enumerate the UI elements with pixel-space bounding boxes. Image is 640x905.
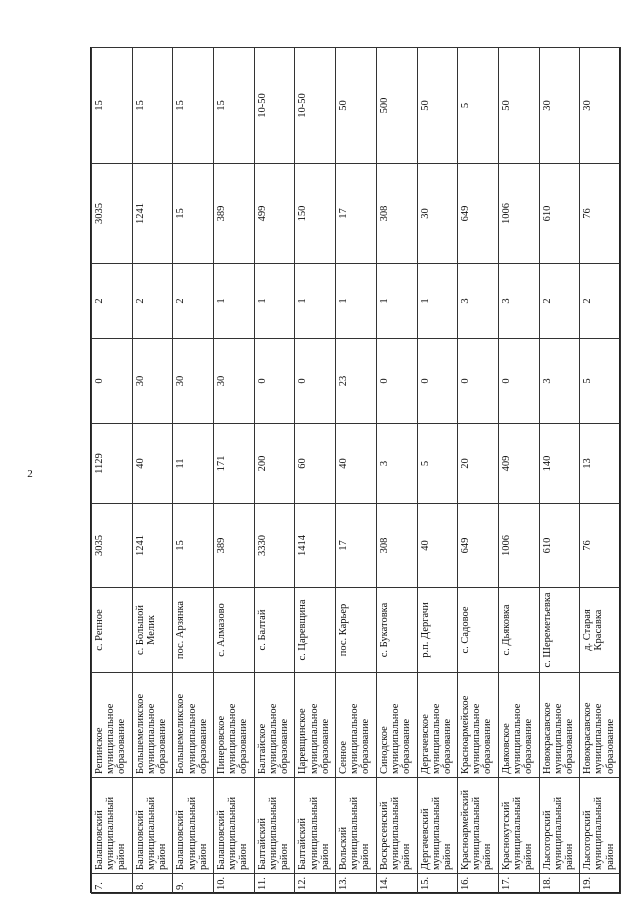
settlement-name: с. Большой Мелик (132, 588, 173, 673)
row-number: 9. (173, 874, 214, 894)
value-3: 0 (498, 339, 539, 424)
row-number: 8. (132, 874, 173, 894)
value-1: 308 (376, 504, 417, 588)
value-2: 3 (376, 424, 417, 504)
municipality-name: Репинское муниципальное образование (92, 673, 133, 778)
settlement-name: пос. Карьер (336, 588, 377, 673)
table-row (417, 48, 458, 894)
value-2: 1129 (92, 424, 133, 504)
row-number: 10. (214, 874, 255, 894)
table-row (498, 48, 539, 894)
row-number: 11. (254, 874, 295, 894)
settlement-name: с. Царевщина (295, 588, 336, 673)
district-name: Балашовский муниципальный район (132, 778, 173, 874)
value-5: 150 (295, 164, 336, 264)
value-4: 1 (295, 264, 336, 339)
value-4: 2 (580, 264, 621, 339)
municipality-name: Большемеликское муниципальное образование (132, 673, 173, 778)
settlement-name: с. Балтай (254, 588, 295, 673)
page-number: 2 (27, 468, 33, 480)
value-3: 0 (376, 339, 417, 424)
settlement-name: с. Дьяковка (498, 588, 539, 673)
table-row (214, 48, 255, 894)
value-2: 11 (173, 424, 214, 504)
value-3: 5 (580, 339, 621, 424)
settlement-name: р.п. Дергачи (417, 588, 458, 673)
district-name: Вольский муниципальный район (336, 778, 377, 874)
row-number: 16. (458, 874, 499, 894)
value-4: 1 (417, 264, 458, 339)
row-number: 13. (336, 874, 377, 894)
value-6: 10-50 (295, 48, 336, 164)
value-2: 13 (580, 424, 621, 504)
value-4: 2 (173, 264, 214, 339)
settlement-name: с. Алмазово (214, 588, 255, 673)
row-number: 15. (417, 874, 458, 894)
value-1: 3035 (92, 504, 133, 588)
value-1: 17 (336, 504, 377, 588)
table-row (539, 48, 580, 894)
row-number: 14. (376, 874, 417, 894)
table-row (295, 48, 336, 894)
value-4: 1 (214, 264, 255, 339)
row-number: 19. (580, 874, 621, 894)
value-2: 140 (539, 424, 580, 504)
value-3: 3 (539, 339, 580, 424)
table-row (458, 48, 499, 894)
value-6: 10-50 (254, 48, 295, 164)
value-2: 171 (214, 424, 255, 504)
value-3: 0 (458, 339, 499, 424)
value-1: 1241 (132, 504, 173, 588)
district-name: Красноармейский муниципальный район (458, 778, 499, 874)
value-1: 40 (417, 504, 458, 588)
settlements-table (91, 47, 621, 894)
value-4: 1 (376, 264, 417, 339)
district-name: Балашовский муниципальный район (92, 778, 133, 874)
value-4: 2 (92, 264, 133, 339)
value-1: 15 (173, 504, 214, 588)
value-6: 5 (458, 48, 499, 164)
row-number: 12. (295, 874, 336, 894)
municipality-name: Синодское муниципальное образование (376, 673, 417, 778)
value-5: 1241 (132, 164, 173, 264)
value-6: 50 (417, 48, 458, 164)
value-2: 409 (498, 424, 539, 504)
value-5: 389 (214, 164, 255, 264)
value-2: 40 (132, 424, 173, 504)
value-5: 610 (539, 164, 580, 264)
district-name: Балашовский муниципальный район (173, 778, 214, 874)
municipality-name: Новокрасавское муниципальное образование (539, 673, 580, 778)
value-2: 20 (458, 424, 499, 504)
settlement-name: с. Репное (92, 588, 133, 673)
rotated-table-wrapper (91, 48, 621, 894)
settlement-name: с. Шереметьевка (539, 588, 580, 673)
value-6: 500 (376, 48, 417, 164)
municipality-name: Дергачевское муниципальное образование (417, 673, 458, 778)
municipality-name: Сенное муниципальное образование (336, 673, 377, 778)
row-number: 17. (498, 874, 539, 894)
table-row (376, 48, 417, 894)
municipality-name: Новокрасавское муниципальное образование (580, 673, 621, 778)
district-name: Балашовский муниципальный район (214, 778, 255, 874)
value-6: 50 (498, 48, 539, 164)
district-name: Краснокутский муниципальный район (498, 778, 539, 874)
district-name: Дергачевский муниципальный район (417, 778, 458, 874)
value-2: 200 (254, 424, 295, 504)
value-6: 15 (173, 48, 214, 164)
value-3: 30 (173, 339, 214, 424)
value-5: 17 (336, 164, 377, 264)
value-6: 15 (132, 48, 173, 164)
value-1: 610 (539, 504, 580, 588)
value-3: 30 (132, 339, 173, 424)
value-1: 1006 (498, 504, 539, 588)
value-5: 308 (376, 164, 417, 264)
value-4: 1 (254, 264, 295, 339)
value-3: 23 (336, 339, 377, 424)
municipality-name: Дьяковское муниципальное образование (498, 673, 539, 778)
table-body (92, 48, 621, 894)
value-2: 5 (417, 424, 458, 504)
district-name: Воскресенский муниципальный район (376, 778, 417, 874)
value-1: 76 (580, 504, 621, 588)
value-1: 389 (214, 504, 255, 588)
value-4: 1 (336, 264, 377, 339)
value-5: 76 (580, 164, 621, 264)
value-2: 60 (295, 424, 336, 504)
municipality-name: Царевщинское муниципальное образование (295, 673, 336, 778)
value-3: 0 (92, 339, 133, 424)
municipality-name: Большемеликское муниципальное образование (173, 673, 214, 778)
value-6: 50 (336, 48, 377, 164)
district-name: Балтайский муниципальный район (295, 778, 336, 874)
value-5: 499 (254, 164, 295, 264)
row-number: 18. (539, 874, 580, 894)
value-3: 0 (254, 339, 295, 424)
settlement-name: д. Старая Красавка (580, 588, 621, 673)
value-6: 30 (539, 48, 580, 164)
table-row (336, 48, 377, 894)
district-name: Балтайский муниципальный район (254, 778, 295, 874)
row-number: 7. (92, 874, 133, 894)
settlement-name: с. Букатовка (376, 588, 417, 673)
table-row (580, 48, 621, 894)
district-name: Лысогорский муниципальный район (539, 778, 580, 874)
settlement-name: с. Садовое (458, 588, 499, 673)
value-1: 649 (458, 504, 499, 588)
value-5: 30 (417, 164, 458, 264)
value-4: 3 (458, 264, 499, 339)
value-1: 3330 (254, 504, 295, 588)
value-1: 1414 (295, 504, 336, 588)
municipality-name: Пинеровское муниципальное образование (214, 673, 255, 778)
value-2: 40 (336, 424, 377, 504)
value-3: 30 (214, 339, 255, 424)
table-row (92, 48, 133, 894)
value-5: 649 (458, 164, 499, 264)
value-3: 0 (295, 339, 336, 424)
value-5: 1006 (498, 164, 539, 264)
value-4: 3 (498, 264, 539, 339)
value-6: 15 (214, 48, 255, 164)
municipality-name: Красноармейское муниципальное образование (458, 673, 499, 778)
value-6: 30 (580, 48, 621, 164)
value-3: 0 (417, 339, 458, 424)
settlement-name: пос. Арзянка (173, 588, 214, 673)
district-name: Лысогорский муниципальный район (580, 778, 621, 874)
value-6: 15 (92, 48, 133, 164)
value-4: 2 (132, 264, 173, 339)
municipality-name: Балтайское муниципальное образование (254, 673, 295, 778)
table-row (173, 48, 214, 894)
table-frame (90, 47, 620, 893)
table-row (132, 48, 173, 894)
value-4: 2 (539, 264, 580, 339)
table-row (254, 48, 295, 894)
value-5: 15 (173, 164, 214, 264)
value-5: 3035 (92, 164, 133, 264)
